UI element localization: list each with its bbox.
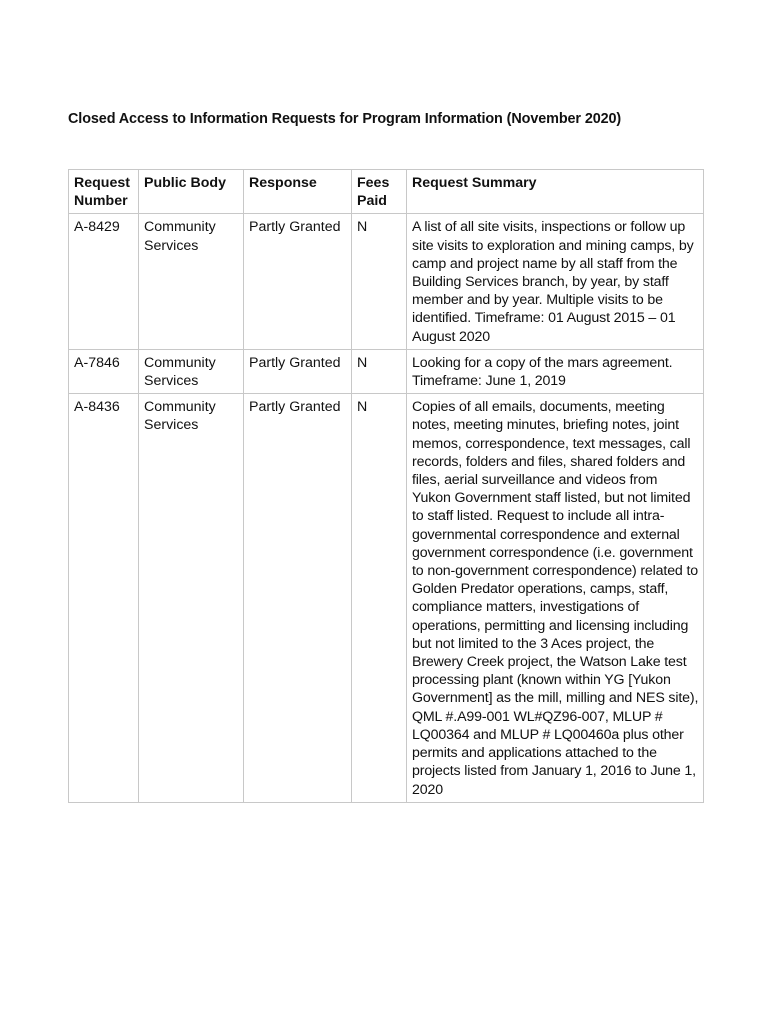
cell-request-number: A-8436 [69,394,139,802]
cell-response: Partly Granted [244,394,352,802]
table-row [69,394,704,802]
page-title: Closed Access to Information Requests for Program Information (November 2020) [68,111,622,127]
cell-fees-paid: N [352,214,407,349]
cell-public-body: Community Services [139,349,244,393]
cell-request-summary: Copies of all emails, documents, meeting notes, meeting minutes, briefing notes, joint memos, correspondence, text messages, call records, folders and files, shared folders and files, aerial surveillance and videos from Yukon Government staff listed, but not limited to staff listed. Request to include all intra-governmental correspondence and external government correspondence (i.e. government to non-government correspondence) related to Golden Predator operations, camps, staff, compliance matters, investigations of operations, permitting and licensing including but not limited to the 3 Aces project, the Brewery Creek project, the Watson Lake test processing plant (known within YG [Yukon Government] as the mill, milling and NES site), QML #.A99-001 WL#QZ96-007, MLUP # LQ00364 and MLUP # LQ00460a plus other permits and applications attached to the projects listed from January 1, 2016 to June 1, 2020 [407,394,704,802]
cell-request-number: A-7846 [69,349,139,393]
cell-public-body: Community Services [139,394,244,802]
cell-fees-paid: N [352,394,407,802]
cell-fees-paid: N [352,349,407,393]
header-request-number: Request Number [69,170,139,214]
table-row [69,349,704,393]
cell-request-summary: A list of all site visits, inspections or follow up site visits to exploration and mining camps, by camp and project name by all staff from the Building Services branch, by year, by staff member and by year. Multiple visits to be identified. Timeframe: 01 August 2015 – 01 August 2020 [407,214,704,349]
table-row [69,214,704,349]
cell-response: Partly Granted [244,214,352,349]
cell-public-body: Community Services [139,214,244,349]
table-header-row [69,170,704,214]
header-response: Response [244,170,352,214]
cell-response: Partly Granted [244,349,352,393]
cell-request-summary: Looking for a copy of the mars agreement. Timeframe: June 1, 2019 [407,349,704,393]
header-public-body: Public Body [139,170,244,214]
cell-request-number: A-8429 [69,214,139,349]
header-request-summary: Request Summary [407,170,704,214]
header-fees-paid: Fees Paid [352,170,407,214]
requests-table [68,169,704,803]
